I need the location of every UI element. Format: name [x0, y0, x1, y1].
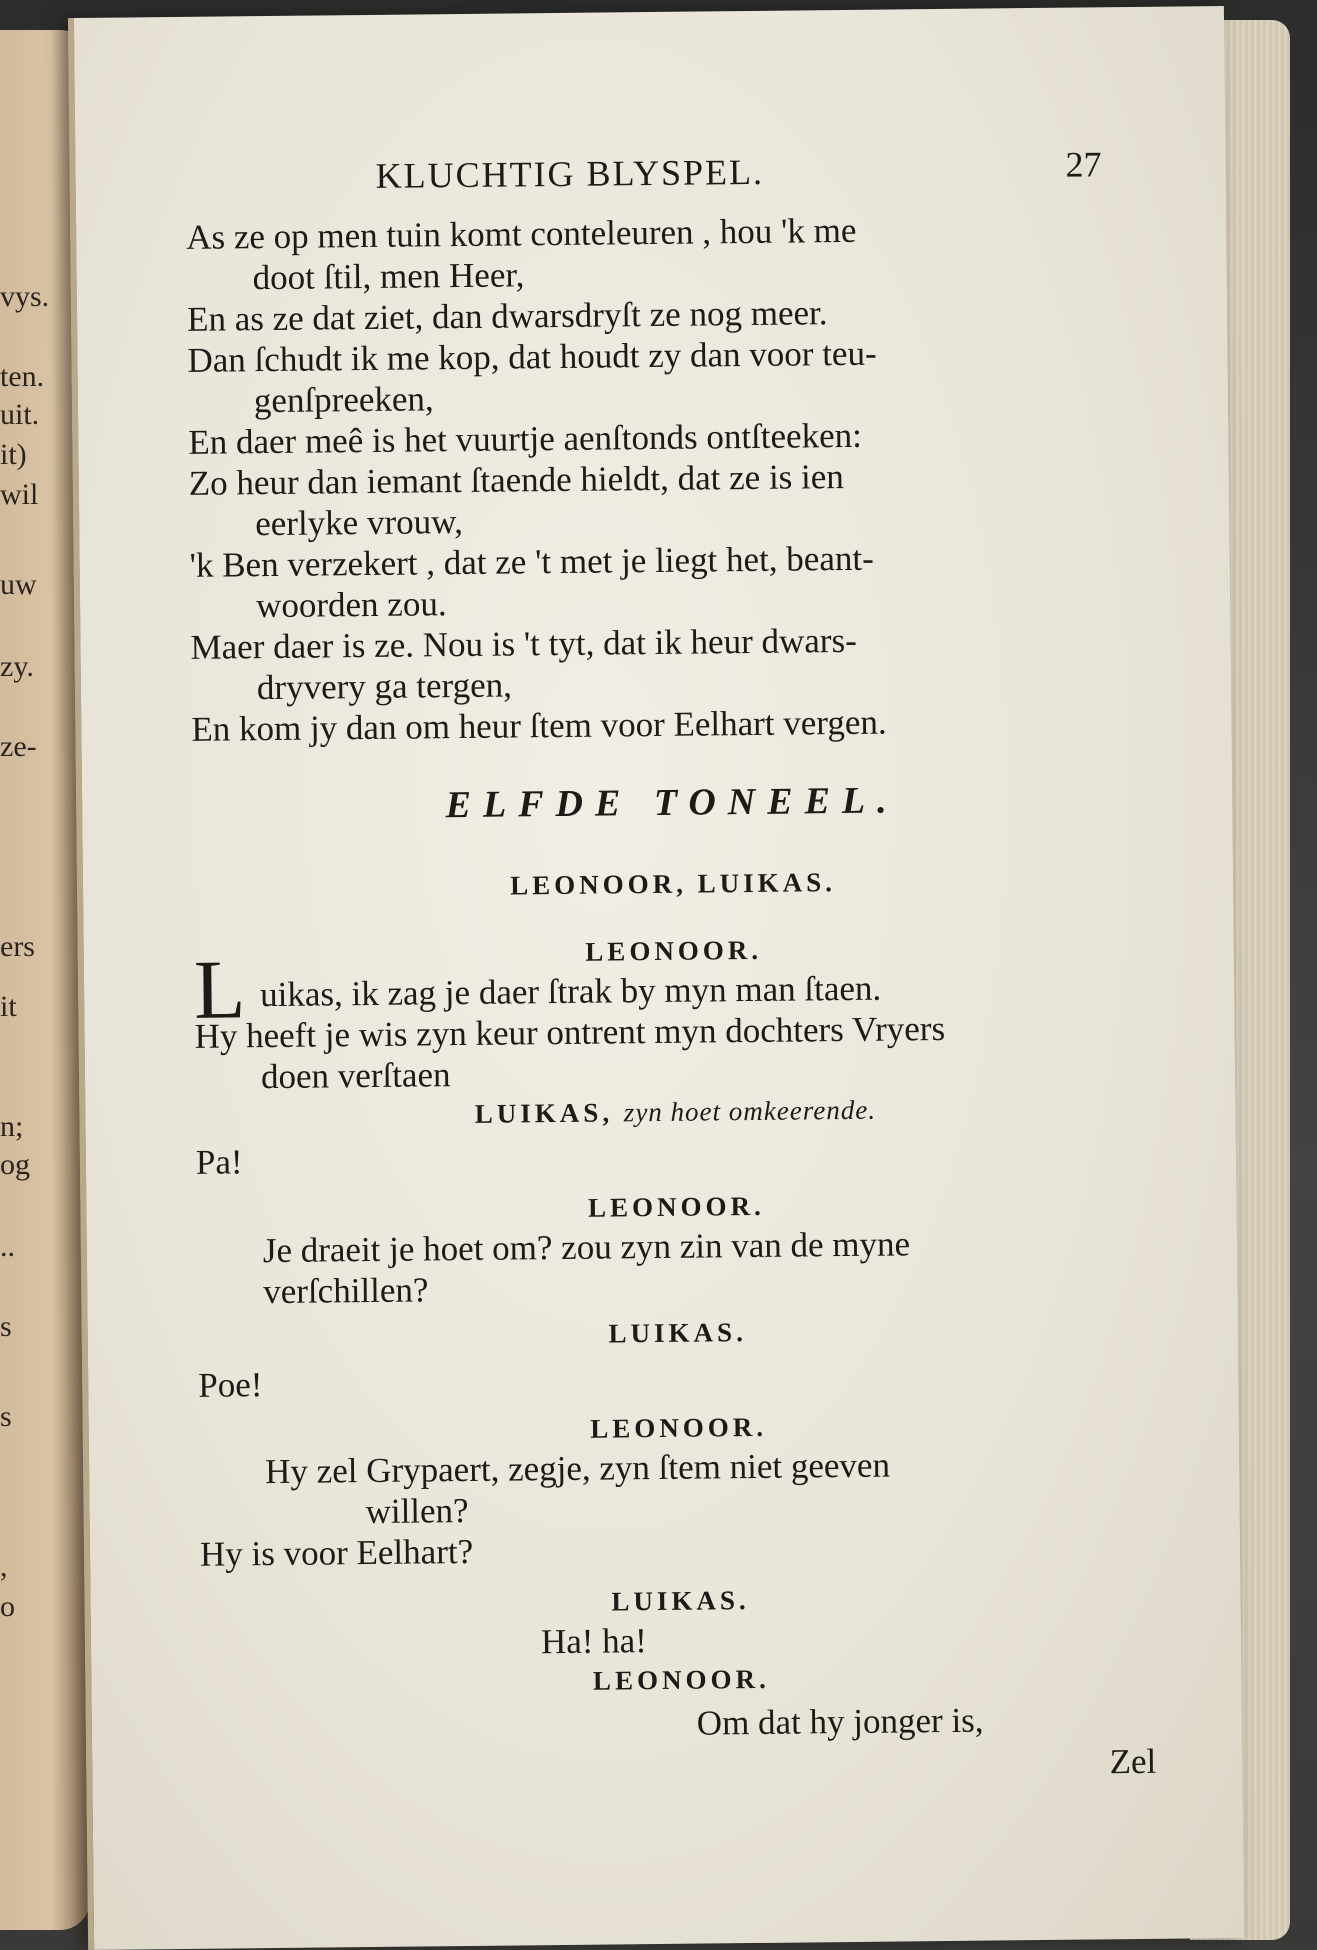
cast-list: LEONOOR, LUIKAS. [509, 867, 837, 901]
dialogue-line: Poe! [198, 1365, 263, 1405]
left-fragment: zy. [0, 650, 34, 683]
verse-line: En daer meê is het vuurtje aenſtonds ontſteeken: [188, 415, 863, 462]
dialogue-line: willen? [365, 1490, 469, 1532]
left-fragment: wil [0, 478, 39, 511]
scene-heading: ELFDE TONEEL. [445, 779, 899, 827]
verse-line: dryvery ga tergen, [256, 665, 513, 708]
speaker-name: LEONOOR. [585, 934, 763, 967]
left-fragment: uit. [0, 398, 40, 431]
speaker-name: LEONOOR. [590, 1411, 768, 1444]
verse-line: woorden zou. [255, 584, 447, 626]
speaker-name: LEONOOR. [592, 1663, 770, 1696]
left-fragment: vys. [0, 280, 50, 313]
verse-line: doot ſtil, men Heer, [252, 255, 525, 298]
speaker-name: LEONOOR. [587, 1190, 765, 1223]
left-fragment: it [0, 990, 17, 1023]
dialogue-line: doen verſtaen [260, 1055, 451, 1097]
verse-line: 'k Ben verzekert , dat ze 't met je liegt het, beant- [189, 538, 874, 585]
running-head [185, 107, 1146, 196]
verse-line: Zo heur dan iemant ſtaende hieldt, dat ze is ien [188, 457, 845, 503]
left-fragment: og [0, 1148, 30, 1181]
page-text [185, 107, 1162, 1792]
speaker-name: LUIKAS. [611, 1585, 750, 1617]
left-fragment: n; [0, 1110, 24, 1143]
dialogue-line: Je draeit je hoet om? zou zyn zin van de myne [262, 1224, 911, 1271]
left-fragment: .. [0, 1230, 15, 1263]
dialogue-line: verſchillen? [263, 1270, 429, 1312]
stage-direction: zyn hoet omkeerende. [623, 1094, 877, 1128]
left-fragment: , [0, 1550, 8, 1583]
dialogue-line: Hy zel Grypaert, zegje, zyn ſtem niet geeven [264, 1445, 891, 1492]
dialogue-line: Om dat hy jonger is, [696, 1700, 984, 1743]
left-fragment: ze- [0, 730, 37, 763]
verse-line: As ze op men tuin komt conteleuren , hou 'k me [186, 210, 857, 257]
drop-capital: L [193, 943, 246, 1037]
page-number: 27 [1065, 144, 1102, 185]
book-page [68, 6, 1244, 1950]
running-head-title: KLUCHTIG BLYSPEL. [375, 151, 765, 196]
verse-line: En as ze dat ziet, dan dwarsdryſt ze nog meer. [186, 293, 828, 339]
left-fragment: ten. [0, 360, 45, 393]
dialogue-line: Hy is voor Eelhart? [199, 1531, 474, 1574]
dialogue-line: Ha! ha! [540, 1621, 648, 1662]
left-fragment: o [0, 1590, 15, 1623]
speaker-label: LUIKAS, [474, 1097, 614, 1129]
verse-line: Dan ſchudt ik me kop, dat houdt zy dan voor teu- [187, 333, 877, 380]
left-fragment: it) [0, 438, 27, 471]
verse-line: eerlyke vrouw, [255, 501, 464, 544]
verse-line: En kom jy dan om heur ſtem voor Eelhart vergen. [191, 702, 887, 749]
verse-line: genſpreeken, [253, 379, 434, 421]
left-fragment: s [0, 1310, 12, 1343]
dialogue-line: Hy heeft je wis zyn keur ontrent myn dochters Vryers [194, 1008, 946, 1056]
left-fragment: uw [0, 568, 37, 601]
left-fragment: s [0, 1400, 12, 1433]
verse-line: Maer daer is ze. Nou is 't tyt, dat ik heur dwars- [190, 620, 857, 667]
catchword: Zel [1109, 1741, 1157, 1782]
speaker-name: LUIKAS. [608, 1317, 748, 1349]
dialogue-line: Pa! [195, 1142, 243, 1182]
dialogue-text: uikas, ik zag je daer ſtrak by myn man ſtaen. [259, 968, 882, 1015]
left-fragment: ers [0, 930, 35, 963]
